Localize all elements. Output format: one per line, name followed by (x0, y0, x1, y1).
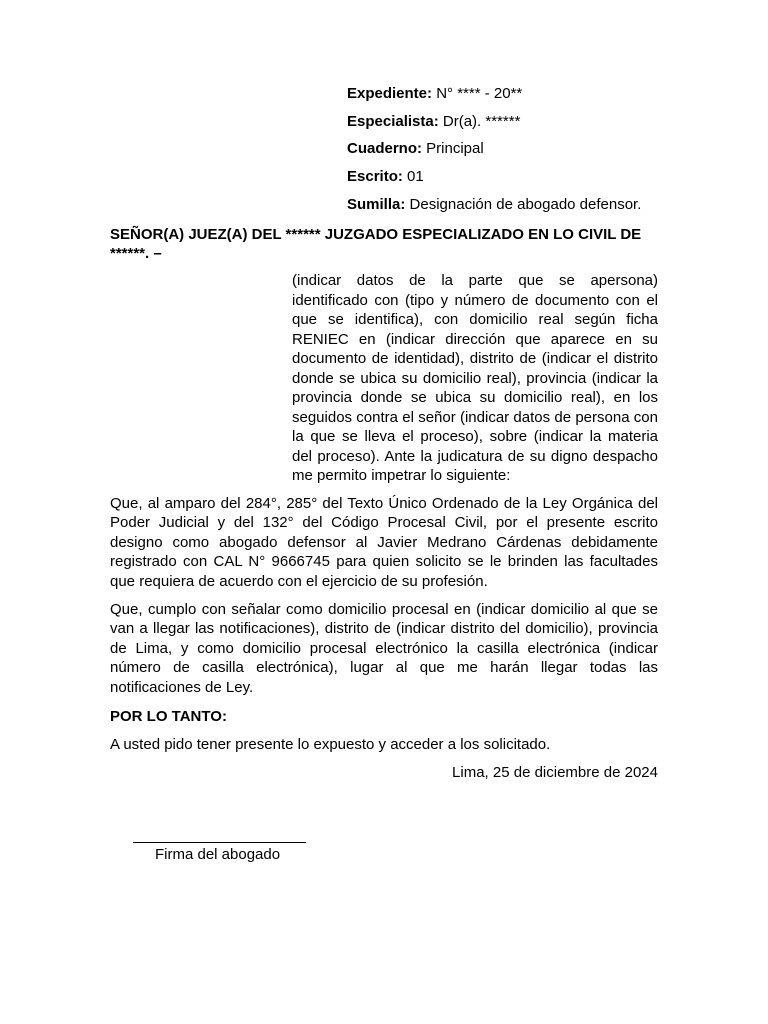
procedural-address-paragraph: Que, cumplo con señalar como domicilio procesal en (indicar domicilio al que se van a llegar las notificaciones), distrito de (indicar distrito del domicilio), provincia de Lima, y como domicilio procesal electrónico la casilla electrónica (indicar número de casilla electrónica), lugar al que me harán llegar todas las notificaciones de Ley. (110, 601, 658, 696)
cuaderno-value: Principal (426, 140, 484, 158)
signature-label: Firma del abogado (155, 846, 281, 863)
therefore-heading: POR LO TANTO: (110, 708, 227, 725)
signature-line (133, 842, 306, 843)
request-text: A usted pido tener presente lo expuesto y acceder a los solicitado. (110, 736, 551, 753)
escrito-row (347, 167, 667, 195)
case-header (347, 84, 667, 222)
addressee-heading: SEÑOR(A) JUEZ(A) DEL ****** JUZGADO ESPECIALIZADO EN LO CIVIL DE ******. – (110, 226, 642, 262)
cuaderno-row (347, 139, 667, 167)
escrito-label: Escrito: (347, 168, 403, 186)
sumilla-value: Designación de abogado defensor. (409, 195, 642, 213)
party-introduction: (indicar datos de la parte que se apersona) identificado con (tipo y número de documento con el que se identifica), con domicilio real según ficha RENIEC en (indicar dirección que aparece en su documento de identidad), distrito de (indicar el distrito donde se ubica su domicilio real), provincia (indicar la provincia donde se ubica su domicilio real), en los seguidos contra el señor (indicar datos de persona con la que se lleva el proceso), sobre (indicar la materia del proceso). Ante la judicatura de su digno despacho me permito impetrar lo siguiente: (292, 272, 658, 484)
cuaderno-label: Cuaderno: (347, 140, 422, 158)
especialista-label: Especialista: (347, 112, 439, 130)
especialista-value: Dr(a). ****** (442, 112, 521, 130)
expediente-value: N° **** - 20** (436, 85, 523, 102)
sumilla-label: Sumilla: (347, 195, 406, 213)
especialista-row (347, 112, 667, 140)
designation-paragraph: Que, al amparo del 284°, 285° del Texto Único Ordenado de la Ley Orgánica del Poder Judicial y del 132° del Código Procesal Civil, por el presente escrito designo como abogado defensor al Javier Medrano Cárdenas debidamente registrado con CAL N° 9666745 para quien solicito se le brinden las facultades que requiera de acuerdo con el ejercicio de su profesión. (110, 495, 658, 590)
escrito-value: 01 (407, 168, 424, 186)
sumilla-row (347, 195, 667, 223)
place-date: Lima, 25 de diciembre de 2024 (452, 764, 658, 781)
expediente-label: Expediente: (347, 85, 433, 102)
expediente-row (347, 84, 667, 112)
